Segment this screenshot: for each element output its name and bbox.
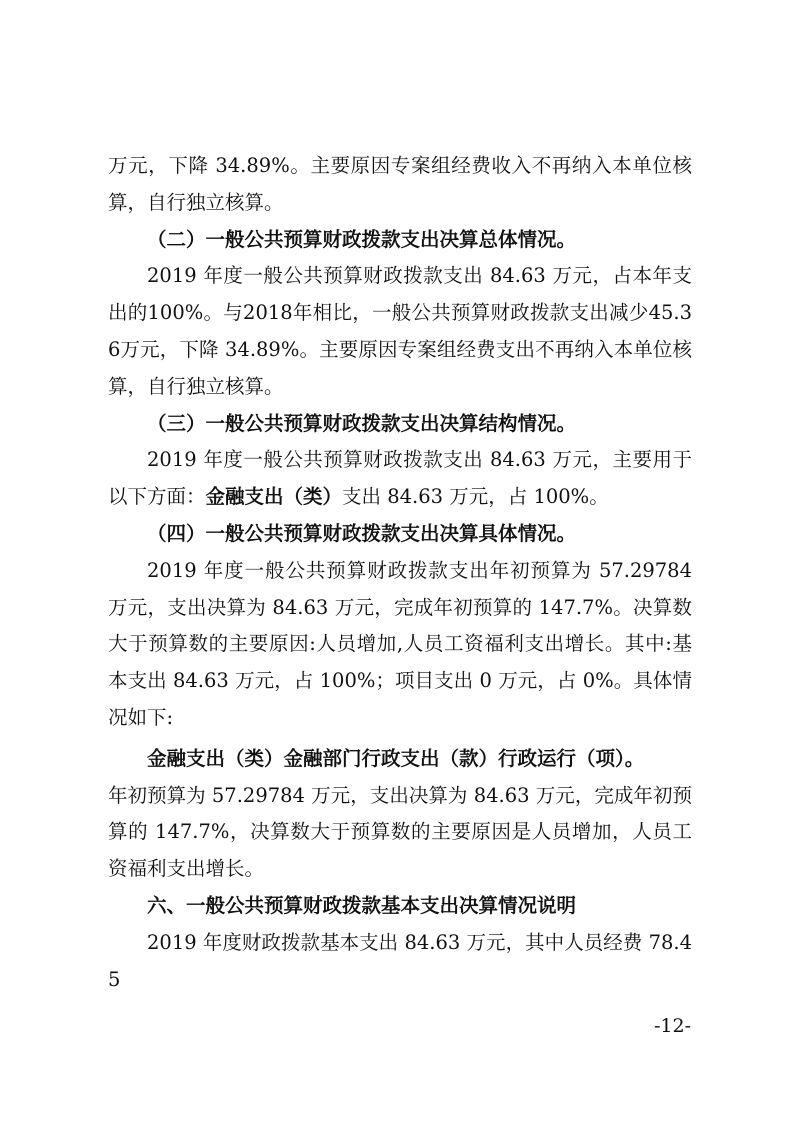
paragraph-4: 2019 年度一般公共预算财政拨款支出年初预算为 57.29784 万元，支出决算为 84.63 万元，完成年初预算的 147.7%。决算数大于预算数的主要原因:人员增加,人员工资福利支出增长。其中:基本支出 84.63 万元，占 100%；项目支出 0 万元，占 0%。具体情况如下: [108,558,692,729]
paragraph-5: 年初预算为 57.29784 万元，支出决算为 84.63 万元，完成年初预算的 147.7%，决算数大于预算数的主要原因是人员增加，人员工资福利支出增长。 [108,783,692,881]
paragraph-1-reason: 专案组经费收入不再纳入本单位核算，自行独立核算。 [108,154,692,214]
paragraph-3-text: 2019 年度一般公共预算财政拨款支出 84.63 万元，主要用于以下方面： [108,448,692,509]
paragraph-6: 2019 年度财政拨款基本支出 84.63 万元，其中人员经费 78.45 [108,930,692,991]
paragraph-2-text: 2019 年度一般公共预算财政拨款支出 84.63 万元，占本年支出的100%。与2018年相比，一般公共预算财政拨款支出减少45.36万元，下降 34.89%。主要原因 [108,264,692,361]
page-number: -12- [654,1015,692,1037]
paragraph-3-category: 金融支出（类） [205,485,343,509]
heading-6: 六、一般公共预算财政拨款基本支出决算情况说明 [147,893,577,917]
document-body [108,148,692,998]
paragraph-3-tail: 支出 84.63 万元，占 100%。 [342,485,609,509]
paragraph-2 [108,258,692,405]
paragraph-3 [108,442,692,516]
paragraph-1 [108,148,692,222]
heading-3: （三）一般公共预算财政拨款支出决算结构情况。 [147,411,577,435]
paragraph-2-reason: 专案组经费支出不再纳入本单位核算，自行独立核算。 [108,337,692,398]
heading-5: 金融支出（类）金融部门行政支出（款）行政运行（项）。 [147,746,645,770]
paragraph-1-text: 万元，下降 34.89%。主要原因 [108,154,391,177]
heading-4: （四）一般公共预算财政拨款支出决算具体情况。 [147,521,577,545]
heading-2: （二）一般公共预算财政拨款支出决算总体情况。 [147,227,577,251]
